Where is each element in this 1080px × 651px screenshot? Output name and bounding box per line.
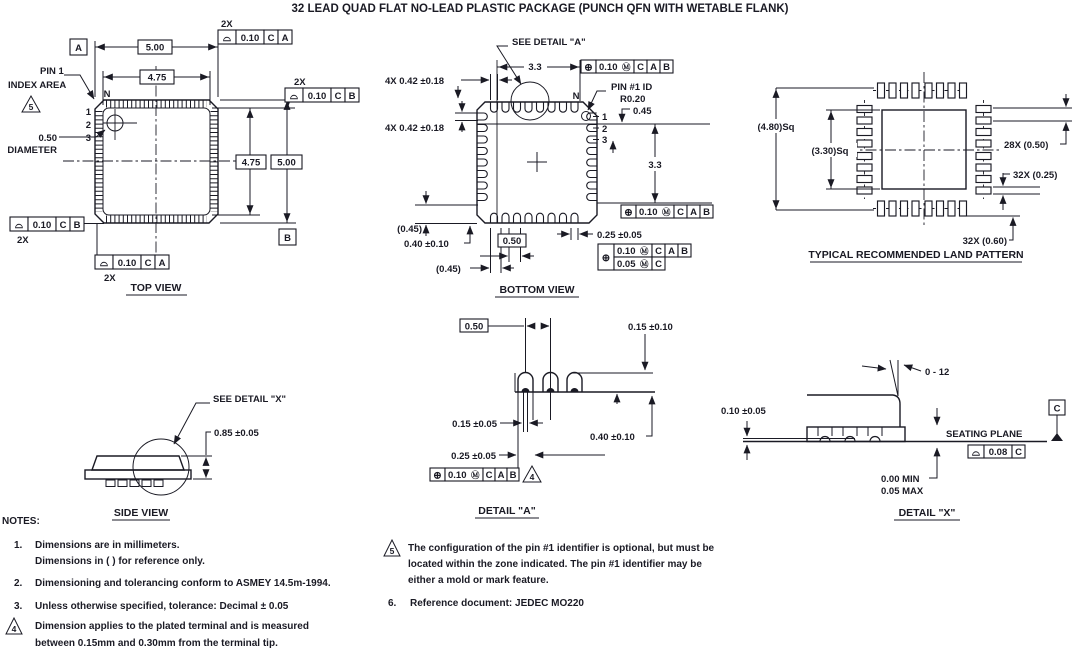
detail-a-width-dim: 0.25 ±0.05 — [451, 451, 496, 462]
side-view-body — [92, 456, 184, 470]
svg-text:0.10: 0.10 — [617, 246, 636, 257]
svg-text:2X: 2X — [221, 19, 233, 30]
svg-text:Ⓜ: Ⓜ — [622, 62, 631, 72]
svg-text:⌓: ⌓ — [223, 33, 231, 44]
svg-text:B: B — [348, 91, 356, 102]
svg-text:C: C — [655, 246, 662, 257]
land-pattern-caption: TYPICAL RECOMMENDED LAND PATTERN — [808, 249, 1024, 261]
detail-x-angle: 0 - 12 — [925, 367, 950, 378]
dim-025: 0.25 ±0.05 — [597, 230, 642, 241]
top-view — [7, 19, 359, 295]
land-dim-pad-width: 32X (0.25) — [1013, 170, 1058, 181]
sheet-title: 32 LEAD QUAD FLAT NO-LEAD PLASTIC PACKAGE (PUNCH QFN WITH WETABLE FLANK) — [291, 3, 789, 15]
svg-text:B: B — [681, 246, 688, 257]
fcf-detail-a — [430, 468, 519, 482]
dim-width-outer: 5.00 — [145, 42, 165, 54]
dim-045-top: 0.45 — [633, 106, 652, 117]
seating-plane-label: SEATING PLANE — [946, 429, 1023, 440]
detail-a-pitch: 0.50 — [464, 321, 484, 333]
lead-dim-2: 4X 0.42 ±0.18 — [385, 123, 445, 134]
note-1-line-2: Dimensions in ( ) for reference only. — [35, 556, 205, 567]
detail-x-angle-lines — [862, 360, 921, 396]
svg-text:⊕: ⊕ — [433, 470, 442, 482]
svg-text:5: 5 — [389, 546, 395, 556]
note-5-line-3: either a mold or mark feature. — [408, 575, 549, 586]
svg-text:B: B — [73, 220, 81, 231]
svg-text:0.10: 0.10 — [240, 33, 260, 44]
fcf-detail-x — [968, 445, 1025, 459]
fcf-top-view-left — [10, 217, 84, 246]
lead-dim-1: 4X 0.42 ±0.18 — [385, 76, 445, 87]
note-ref-triangle-4 — [6, 618, 22, 634]
index-dia-word: DIAMETER — [7, 145, 57, 156]
dim-width-inner: 4.75 — [147, 72, 167, 84]
top-view-lead-ring — [103, 108, 210, 215]
detail-a-tip-dim: 0.15 ±0.10 — [628, 322, 673, 333]
fcf-bottom-view-top — [581, 60, 673, 74]
fcf-bottom-view-right — [621, 205, 713, 219]
bottom-pin-3: 3 — [602, 135, 608, 146]
note-4-line-1: Dimension applies to the plated terminal and is measured — [35, 621, 309, 632]
note-3-line-1: Unless otherwise specified, tolerance: Decimal ± 0.05 — [35, 601, 289, 612]
svg-text:0.10: 0.10 — [32, 220, 52, 231]
svg-text:0.10: 0.10 — [307, 91, 327, 102]
note-4-line-2: between 0.15mm and 0.30mm from the terminal tip. — [35, 638, 278, 649]
note-6-line-1: Reference document: JEDEC MO220 — [410, 598, 584, 609]
pin1-id-label: PIN #1 ID — [611, 82, 653, 93]
pin-number-1: 1 — [85, 107, 91, 118]
detail-a-thickness-dim: 0.15 ±0.05 — [452, 419, 497, 430]
fcf-top-view-right — [285, 77, 359, 102]
fcf-top-view-bottom — [95, 255, 169, 284]
land-dim-outer: (4.80)Sq — [757, 122, 795, 133]
svg-text:⌓: ⌓ — [15, 220, 23, 231]
note-ref-triangle-5 — [22, 96, 40, 112]
svg-text:B: B — [509, 470, 517, 481]
svg-text:5: 5 — [28, 102, 34, 112]
svg-text:0.10: 0.10 — [599, 62, 618, 73]
svg-text:C: C — [637, 62, 644, 73]
top-view-caption: TOP VIEW — [130, 282, 182, 294]
note-1-line-1: Dimensions are in millimeters. — [35, 540, 180, 551]
bottom-view — [385, 37, 713, 297]
detail-x-caption: DETAIL "X" — [898, 507, 956, 519]
svg-text:⊕: ⊕ — [584, 62, 593, 74]
bottom-view-caption: BOTTOM VIEW — [499, 284, 575, 296]
svg-text:4: 4 — [11, 624, 17, 634]
bottom-view-center-cross — [527, 152, 547, 172]
top-view-package-outline — [95, 100, 218, 223]
detail-x-min: 0.00 MIN — [881, 474, 920, 485]
note-ref-triangle-4-detail-a — [523, 466, 541, 482]
svg-text:B: B — [703, 207, 710, 218]
detail-x-max: 0.05 MAX — [881, 486, 924, 497]
svg-text:Ⓜ: Ⓜ — [640, 259, 649, 269]
bottom-dim-top: 3.3 — [528, 62, 542, 73]
land-dim-inner: (3.30)Sq — [811, 146, 849, 157]
side-view — [85, 394, 286, 520]
svg-text:Ⓜ: Ⓜ — [640, 246, 649, 256]
pin-number-3: 3 — [85, 133, 91, 144]
note-2-number: 2. — [14, 578, 23, 589]
detail-x-step-dim: 0.10 ±0.05 — [721, 406, 766, 417]
see-detail-x-label: SEE DETAIL "X" — [213, 394, 287, 405]
svg-text:2X: 2X — [17, 235, 29, 246]
svg-text:C: C — [677, 207, 684, 218]
svg-text:A: A — [650, 62, 657, 73]
detail-a-zone-circle — [511, 82, 549, 120]
svg-text:2X: 2X — [294, 77, 306, 88]
note-1-number: 1. — [14, 540, 23, 551]
svg-text:C: C — [1015, 447, 1022, 458]
dim-040: 0.40 ±0.10 — [404, 239, 449, 250]
pin-number-2: 2 — [85, 120, 91, 131]
n-count-label: N — [103, 89, 111, 100]
svg-text:⊕: ⊕ — [624, 207, 633, 219]
dim-050-box: 0.50 — [502, 236, 522, 247]
notes — [2, 516, 715, 649]
svg-text:C: C — [334, 91, 342, 102]
svg-text:B: B — [663, 62, 670, 73]
note-2-line-1: Dimensioning and tolerancing conform to ASMEY 14.5m-1994. — [35, 578, 331, 589]
top-view-lead-ticks — [99, 104, 214, 219]
note-3-number: 3. — [14, 601, 23, 612]
svg-text:A: A — [158, 258, 166, 269]
svg-text:0.10: 0.10 — [639, 207, 658, 218]
note-5-line-1: The configuration of the pin #1 identifier is optional, but must be — [408, 543, 715, 554]
svg-text:C: C — [485, 470, 493, 481]
dim-height-inner: 4.75 — [241, 157, 261, 169]
svg-text:C: C — [59, 220, 67, 231]
land-pattern — [751, 72, 1072, 262]
dim-height-outer: 5.00 — [277, 157, 296, 169]
pin1-index-label-1: PIN 1 — [40, 66, 64, 77]
side-view-dimension-lines — [181, 432, 212, 479]
datum-b-label: B — [284, 233, 291, 244]
svg-text:A: A — [690, 207, 697, 218]
svg-text:⊕: ⊕ — [601, 253, 611, 264]
detail-x — [721, 360, 1065, 520]
detail-x-terminal-details — [818, 427, 882, 442]
land-dim-pitch: 28X (0.50) — [1004, 140, 1049, 151]
note-ref-triangle-5-notes — [384, 540, 400, 556]
ref-045-bottom: (0.45) — [436, 264, 461, 275]
datum-c-label: C — [1053, 403, 1061, 415]
fcf-top-view-top — [218, 19, 292, 44]
svg-text:A: A — [668, 246, 675, 257]
side-view-slab — [85, 470, 191, 479]
svg-text:⌓: ⌓ — [100, 258, 108, 269]
svg-text:C: C — [655, 259, 662, 270]
bottom-pin-2: 2 — [602, 124, 608, 135]
side-view-caption: SIDE VIEW — [113, 507, 169, 519]
index-dia-value: 0.50 — [38, 133, 57, 144]
bottom-dim-right: 3.3 — [648, 160, 662, 171]
detail-a — [430, 318, 673, 518]
svg-text:0.10: 0.10 — [117, 258, 137, 269]
notes-heading: NOTES: — [2, 516, 40, 527]
svg-text:Ⓜ: Ⓜ — [471, 470, 480, 480]
svg-text:⌓: ⌓ — [290, 91, 298, 102]
detail-a-caption: DETAIL "A" — [478, 505, 536, 517]
see-detail-a-label: SEE DETAIL "A" — [512, 37, 586, 48]
pin1-id-radius: R0.20 — [620, 94, 646, 105]
side-dim-height: 0.85 ±0.05 — [214, 428, 259, 439]
datum-a-label: A — [75, 43, 82, 54]
svg-text:A: A — [497, 470, 505, 481]
svg-text:0.08: 0.08 — [988, 447, 1008, 458]
svg-text:2X: 2X — [104, 273, 116, 284]
svg-text:0.05: 0.05 — [617, 259, 636, 270]
pin1-index-label-2: INDEX AREA — [8, 80, 67, 91]
bottom-n-label: N — [572, 91, 580, 102]
ref-045-left: (0.45) — [397, 224, 422, 235]
svg-text:4: 4 — [529, 472, 535, 482]
fcf-bottom-view-composite — [598, 244, 691, 270]
land-dim-pad-length: 32X (0.60) — [962, 236, 1007, 247]
side-view-pins — [106, 480, 163, 487]
svg-text:Ⓜ: Ⓜ — [662, 207, 671, 217]
svg-text:C: C — [144, 258, 152, 269]
svg-text:C: C — [267, 33, 275, 44]
svg-text:A: A — [281, 33, 289, 44]
pin1-id-circle — [582, 112, 591, 121]
note-6-number: 6. — [388, 598, 397, 609]
bottom-pin-1: 1 — [602, 112, 608, 123]
svg-text:0.10: 0.10 — [448, 470, 467, 481]
detail-x-dimension-lines — [747, 408, 1063, 478]
note-5-line-2: located within the zone indicated. The pin #1 identifier may be — [408, 559, 702, 570]
svg-text:⌓: ⌓ — [972, 447, 980, 459]
detail-a-dimension-lines — [488, 318, 652, 468]
detail-a-length-dim: 0.40 ±0.10 — [590, 432, 635, 443]
